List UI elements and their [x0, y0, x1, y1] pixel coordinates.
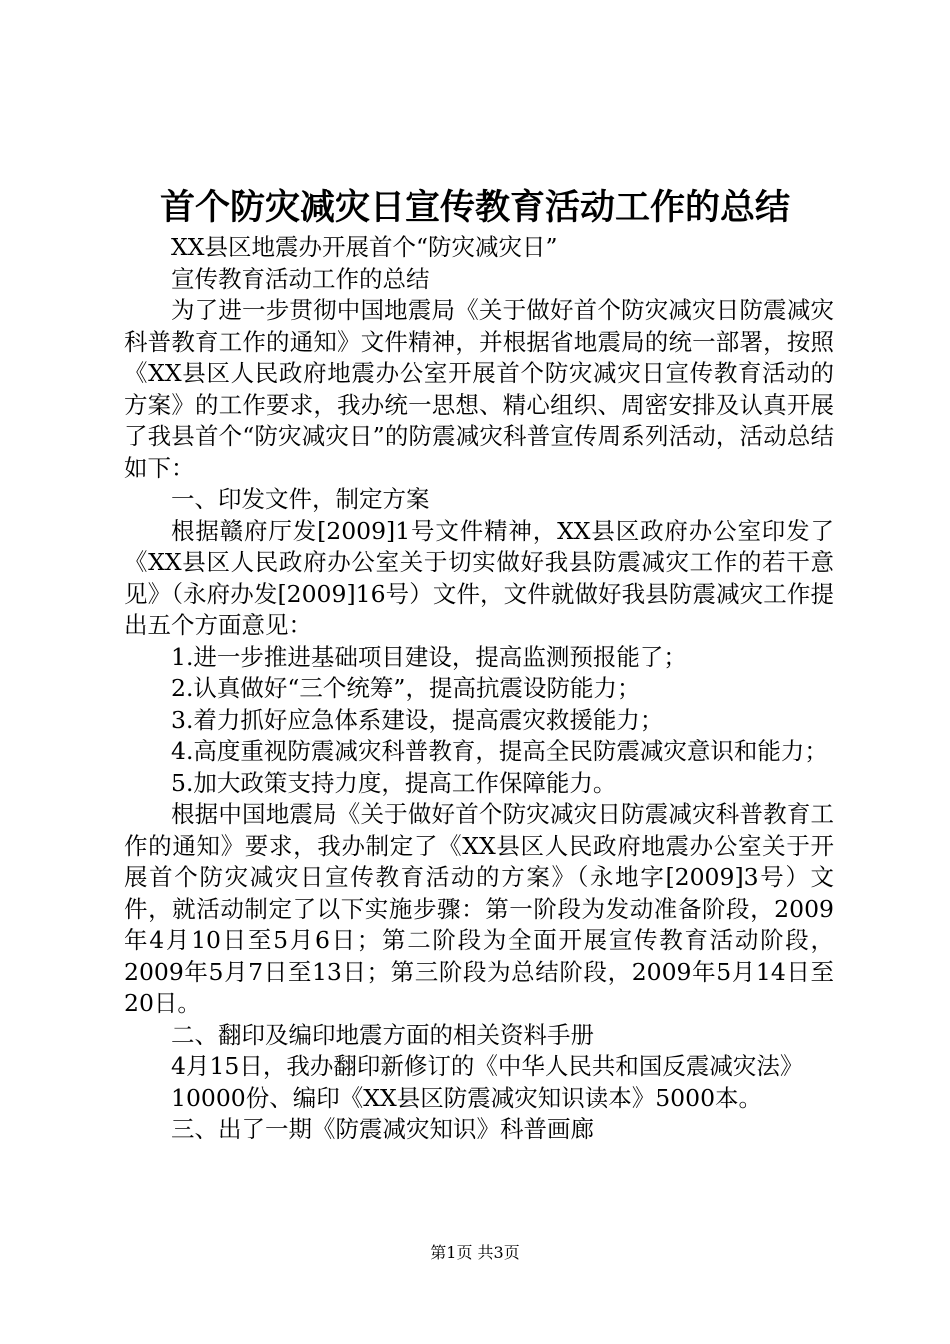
paragraph-section-2a: 4月15日，我办翻印新修订的《中华人民共和国反震减灾法》: [171, 1052, 804, 1080]
section-heading-3: 三、出了一期《防震减灾知识》科普画廊: [171, 1115, 594, 1143]
subtitle-line-1: XX县区地震办开展首个“防灾减灾日”: [171, 233, 558, 261]
list-item-4: 4.高度重视防震减灾科普教育，提高全民防震减灾意识和能力；: [171, 737, 828, 765]
list-item-3: 3.着力抓好应急体系建设，提高震灾救援能力；: [171, 705, 664, 734]
paragraph-section-2b: 10000份、编印《XX县区防震减灾知识读本》5000本。: [171, 1083, 763, 1112]
section-heading-2: 二、翻印及编印地震方面的相关资料手册: [171, 1020, 594, 1049]
list-item-2: 2.认真做好“三个统筹”，提高抗震设防能力；: [171, 674, 641, 702]
section-heading-1: 一、印发文件，制定方案: [171, 485, 430, 513]
document-title: 首个防灾减灾日宣传教育活动工作的总结: [159, 187, 790, 228]
page-number: 第1页 共3页: [430, 1243, 520, 1262]
list-item-1: 1.进一步推进基础项目建设，提高监测预报能了；: [171, 642, 687, 671]
paragraph-intro: 为了进一步贯彻中国地震局《关于做好首个防灾减灾日防震减灾科普教育工作的通知》文件精神，并根据省地震局的统一部署，按照《XX县区人民政府地震办公室开展首个防灾减灾日宣传教育活动的方案》的工作要求，我办统一思想、精心组织、周密安排及认真开展了我县首个“防灾减灾日”的防震减灾科普宣传周系列活动，活动总结如下：: [124, 296, 834, 482]
document-body: [124, 232, 834, 1146]
subtitle-line-2: 宣传教育活动工作的总结: [171, 264, 430, 293]
paragraph-plan: 根据中国地震局《关于做好首个防灾减灾日防震减灾科普教育工作的通知》要求，我办制定了《XX县区人民政府地震办公室关于开展首个防灾减灾日宣传教育活动的方案》（永地字[2009]3号）文件，就活动制定了以下实施步骤：第一阶段为发动准备阶段，2009年4月10日至5月6日；第二阶段为全面开展宣传教育活动阶段，2009年5月7日至13日；第三阶段为总结阶段，2009年5月14日至20日。: [124, 800, 834, 1017]
paragraph-section-1: 根据赣府厅发[2009]1号文件精神，XX县区政府办公室印发了《XX县区人民政府办公室关于切实做好我县防震减灾工作的若干意见》（永府办发[2009]16号）文件，文件就做好我县防震减灾工作提出五个方面意见：: [124, 516, 834, 639]
list-item-5: 5.加大政策支持力度，提高工作保障能力。: [171, 768, 617, 797]
